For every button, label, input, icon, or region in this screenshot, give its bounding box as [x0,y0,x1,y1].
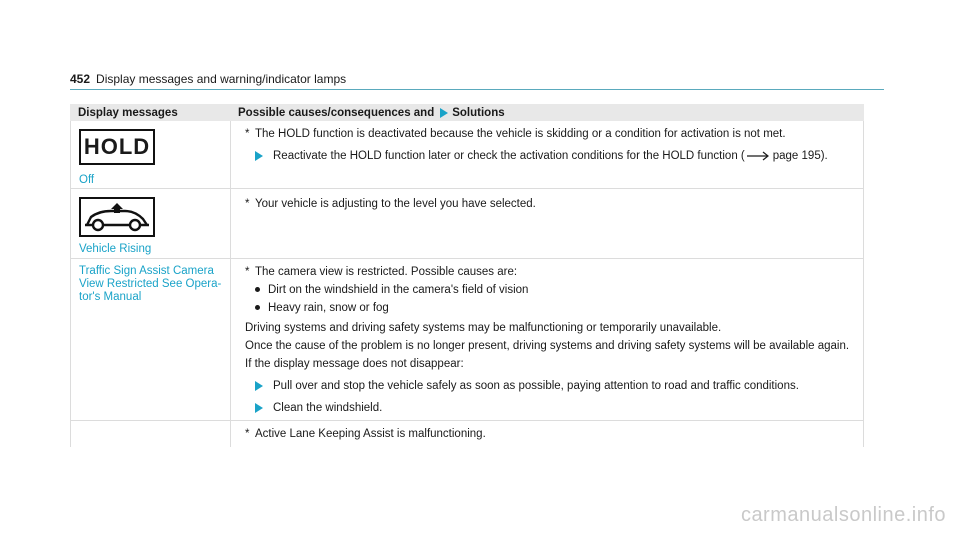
bullet-icon [255,287,260,292]
paragraph: Once the cause of the problem is no longer present, driving systems and driving safety systems will be available again. [245,340,850,352]
col-header-causes-label: Possible causes/consequences and [238,106,435,119]
page-title: Display messages and warning/indicator lamps [96,72,347,86]
play-triangle-icon [440,108,448,118]
hold-icon: HOLD [79,129,155,165]
action-text: Clean the windshield. [273,402,383,414]
list-item [245,301,853,315]
play-triangle-icon [255,151,263,161]
cause-text: Active Lane Keeping Assist is malfunctioning. [255,428,486,440]
cause-star: * [245,198,250,210]
cause-text: The camera view is restricted. Possible causes are: [255,266,518,278]
table-row [70,121,864,189]
cause-star: * [245,428,250,440]
causes-cell [231,421,863,447]
causes-cell [231,121,863,188]
messages-table [70,104,864,447]
col-header-display-messages: Display messages [78,106,178,119]
paragraph: Driving systems and driving safety systems may be malfunctioning or temporarily unavailable. [245,322,722,334]
bullet-text: Heavy rain, snow or fog [268,302,389,314]
watermark: carmanualsonline.info [740,504,946,526]
action-line [245,401,853,415]
cause-line [245,265,853,279]
display-message-cell [71,259,231,420]
cause-star: * [245,266,250,278]
cause-text: Your vehicle is adjusting to the level you have selected. [255,198,536,210]
display-message-cell [71,189,231,258]
cause-line [245,427,853,441]
play-triangle-icon [255,403,263,413]
col-header-causes [230,107,864,119]
table-row [70,189,864,259]
vehicle-rising-icon [79,197,155,237]
message-label-line: tor's Manual [79,291,142,303]
play-triangle-icon [255,381,263,391]
long-arrow-icon [747,151,771,161]
causes-cell [231,259,863,420]
paragraph: If the display message does not disappear: [245,358,464,370]
message-label: Vehicle Rising [79,243,152,255]
action-line [245,149,853,163]
table-row [70,259,864,421]
cause-line [245,197,853,211]
page-number: 452 [70,72,91,86]
message-label-line: View Restricted See Opera- [79,278,222,290]
action-text: Pull over and stop the vehicle safely as soon as possible, paying attention to road and traffic conditions. [273,380,799,392]
col-header-solutions-label: Solutions [452,106,505,119]
action-text: Reactivate the HOLD function later or check the activation conditions for the HOLD function ( [273,150,745,162]
bullet-icon [255,305,260,310]
list-item [245,283,853,297]
display-message-cell [71,121,231,188]
action-suffix: ). [820,150,828,162]
causes-cell [231,189,863,258]
page-header [70,72,346,86]
message-label-line: Traffic Sign Assist Camera [79,265,214,277]
display-message-cell [71,421,231,447]
action-line [245,379,853,393]
message-label: Off [79,174,95,186]
header-rule [70,89,884,90]
cause-line [245,127,853,141]
bullet-text: Dirt on the windshield in the camera's field of vision [268,284,529,296]
cause-star: * [245,128,250,140]
page-reference-link[interactable]: page 195 [772,150,821,162]
table-row [70,421,864,447]
table-header-row [70,104,864,121]
cause-text: The HOLD function is deactivated because the vehicle is skidding or a condition for activation is not met. [255,128,786,140]
